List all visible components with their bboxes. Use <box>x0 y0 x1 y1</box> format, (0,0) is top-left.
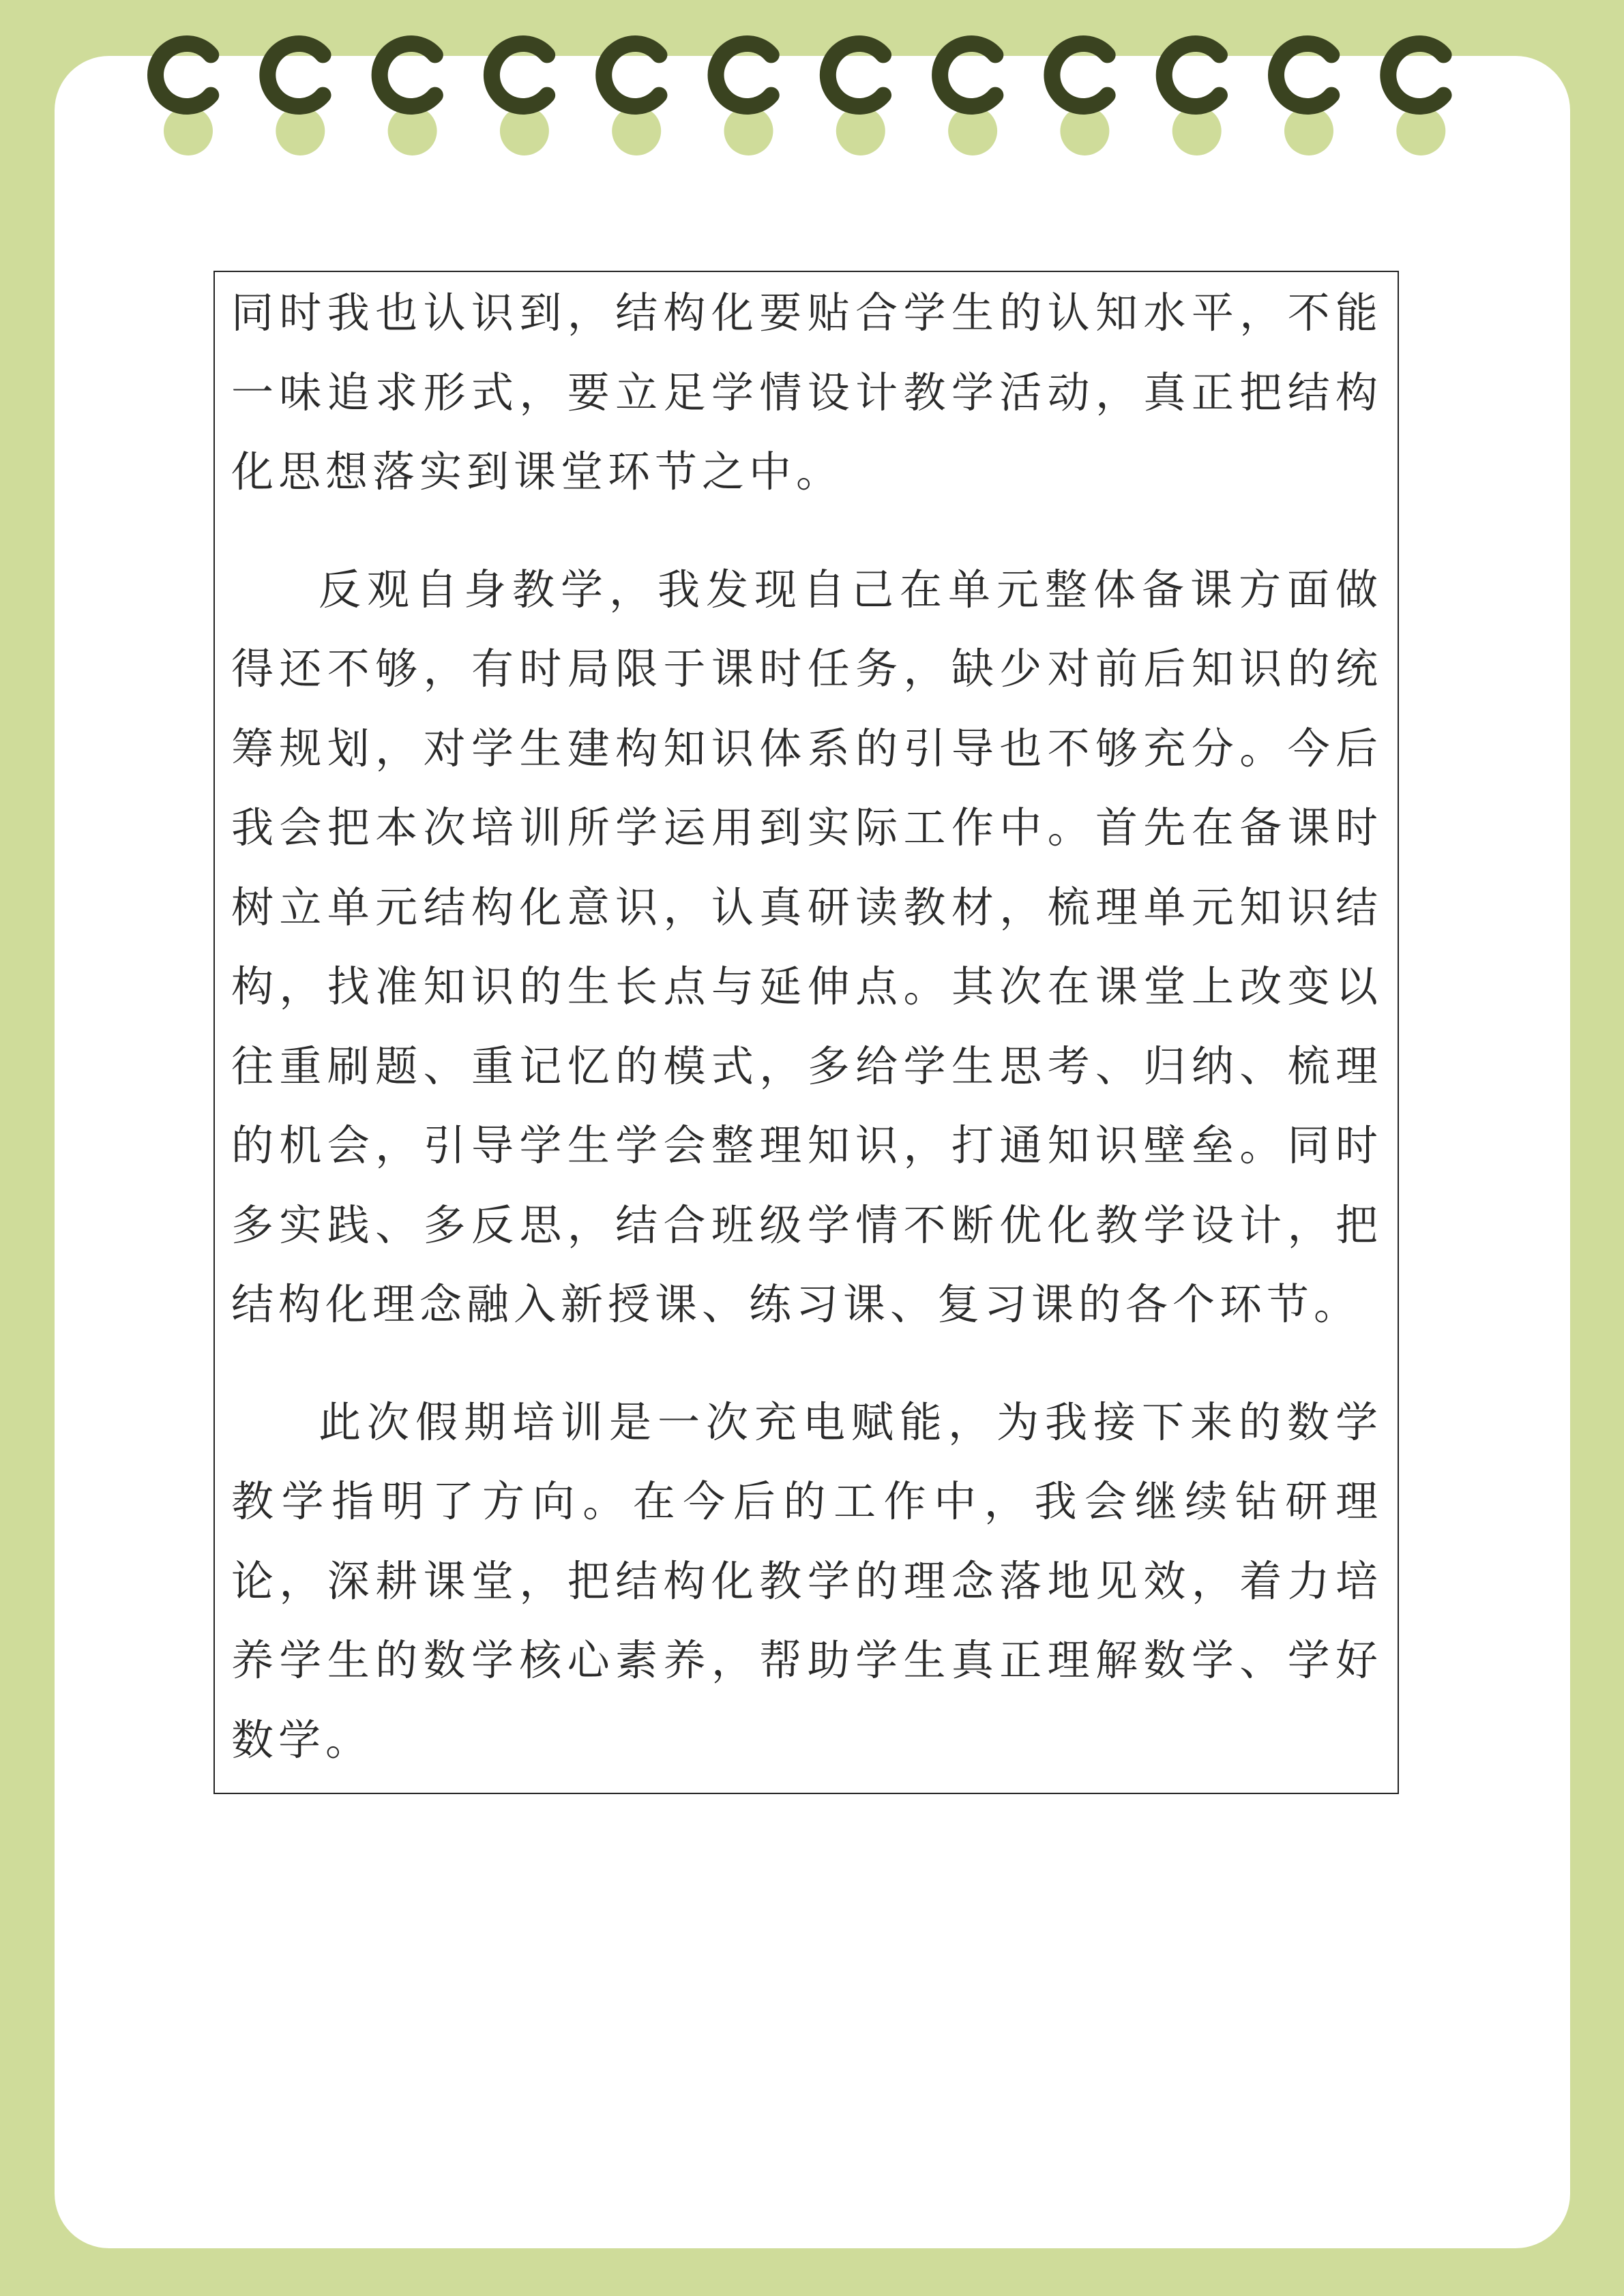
paragraph-2: 反观自身教学，我发现自己在单元整体备课方面做得还不够，有时局限于课时任务，缺少对前后知识的统筹规划，对学生建构知识体系的引导也不够充分。今后我会把本次培训所学运用到实际工作中。首先在备课时树立单元结构化意识，认真研读教材，梳理单元知识结构，找准知识的生长点与延伸点。其次在课堂上改变以往重刷题、重记忆的模式，多给学生思考、归纳、梳理的机会，引导学生学会整理知识，打通知识壁垒。同时多实践、多反思，结合班级学情不断优化教学设计，把结构化理念融入新授课、练习课、复习课的各个环节。 <box>231 564 1383 1329</box>
text-frame <box>213 271 1399 1794</box>
paragraph-1: 同时我也认识到，结构化要贴合学生的认知水平，不能一味追求形式，要立足学情设计教学活动，真正把结构化思想落实到课堂环节之中。 <box>231 288 1383 496</box>
paragraph-3: 此次假期培训是一次充电赋能，为我接下来的数学教学指明了方向。在今后的工作中，我会继续钻研理论，深耕课堂，把结构化教学的理念落地见效，着力培养学生的数学核心素养，帮助学生真正理解数学、学好数学。 <box>231 1397 1383 1765</box>
